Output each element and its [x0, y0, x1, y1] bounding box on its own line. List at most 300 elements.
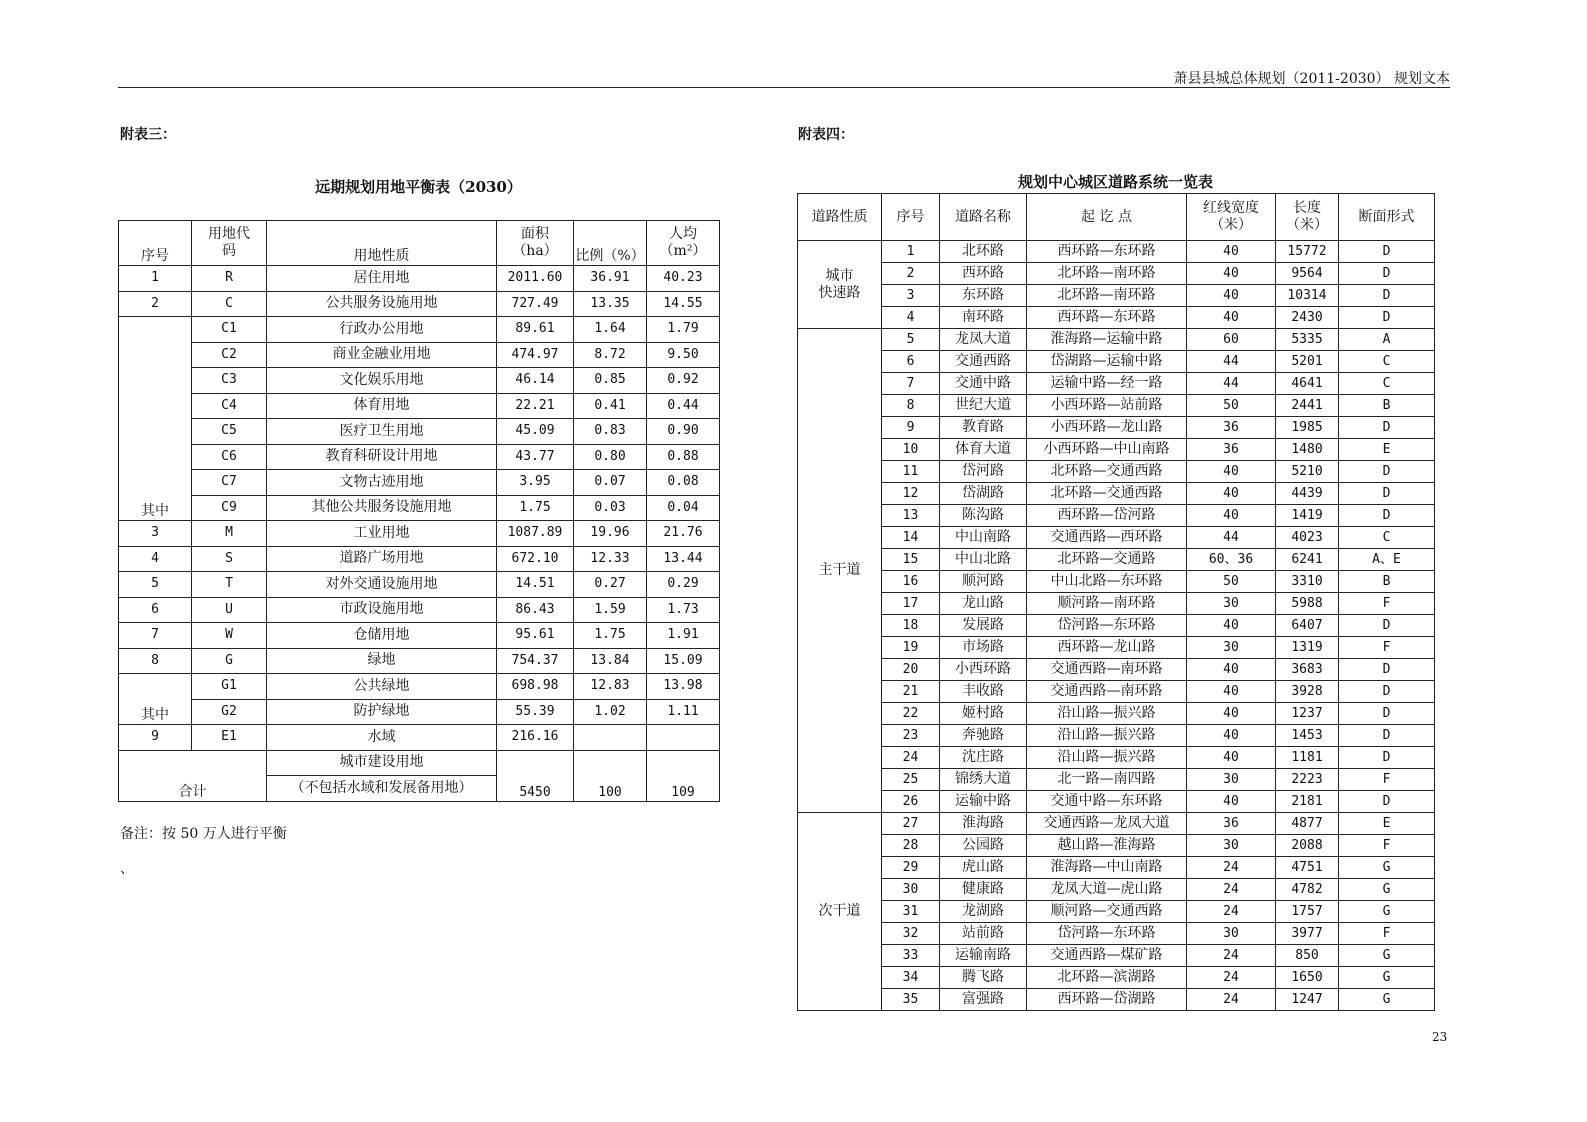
code-cell: C2	[192, 342, 267, 368]
section-cell: D	[1339, 263, 1435, 285]
range-cell: 淮海路—中山南路	[1027, 857, 1187, 879]
area-cell: 43.77	[497, 444, 574, 470]
width-cell: 36	[1187, 439, 1276, 461]
road-type-line1: 城市	[825, 267, 854, 284]
road-name-cell: 顺河路	[940, 571, 1027, 593]
nature-cell: 其他公共服务设施用地	[267, 495, 497, 521]
length-cell: 1757	[1276, 901, 1339, 923]
width-cell: 40	[1187, 483, 1276, 505]
table-row	[798, 351, 1435, 373]
range-cell: 交通西路—煤矿路	[1027, 945, 1187, 967]
length-cell: 2430	[1276, 307, 1339, 329]
width-cell: 50	[1187, 395, 1276, 417]
range-cell: 交通中路—东环路	[1027, 791, 1187, 813]
range-cell: 北环路—交通西路	[1027, 483, 1187, 505]
table-row	[119, 444, 720, 470]
table-row	[798, 285, 1435, 307]
code-cell: R	[192, 266, 267, 292]
width-cell: 40	[1187, 703, 1276, 725]
no-cell: 9	[119, 725, 192, 751]
table-row	[119, 674, 720, 700]
ratio-cell: 36.91	[574, 266, 647, 292]
width-cell: 40	[1187, 285, 1276, 307]
no-cell: 2	[119, 291, 192, 317]
percap-cell: 0.88	[647, 444, 720, 470]
road-name-cell: 姬村路	[940, 703, 1027, 725]
col-header-type: 道路性质	[798, 194, 882, 241]
section-cell: C	[1339, 373, 1435, 395]
range-cell: 岱河路—东环路	[1027, 615, 1187, 637]
no-cell: 26	[882, 791, 940, 813]
nature-cell: 对外交通设施用地	[267, 572, 497, 598]
table-row	[798, 813, 1435, 835]
road-name-cell: 中山北路	[940, 549, 1027, 571]
width-cell: 40	[1187, 307, 1276, 329]
code-cell: M	[192, 521, 267, 547]
width-cell: 60、36	[1187, 549, 1276, 571]
width-cell: 24	[1187, 901, 1276, 923]
area-cell: 216.16	[497, 725, 574, 751]
length-cell: 6407	[1276, 615, 1339, 637]
area-cell: 3.95	[497, 470, 574, 496]
area-cell: 727.49	[497, 291, 574, 317]
no-cell: 33	[882, 945, 940, 967]
road-name-cell: 发展路	[940, 615, 1027, 637]
nature-cell: 工业用地	[267, 521, 497, 547]
ratio-cell: 0.41	[574, 393, 647, 419]
length-cell: 2441	[1276, 395, 1339, 417]
section-cell: G	[1339, 879, 1435, 901]
length-cell: 1419	[1276, 505, 1339, 527]
table-row	[798, 263, 1435, 285]
section-cell: F	[1339, 769, 1435, 791]
no-cell: 7	[882, 373, 940, 395]
range-cell: 沿山路—振兴路	[1027, 725, 1187, 747]
table-row	[798, 329, 1435, 351]
stray-mark: 、	[120, 861, 134, 877]
range-cell: 中山北路—东环路	[1027, 571, 1187, 593]
col-header-length-line2: （米）	[1286, 217, 1328, 233]
no-cell: 28	[882, 835, 940, 857]
length-cell: 3928	[1276, 681, 1339, 703]
percap-cell: 0.29	[647, 572, 720, 598]
ratio-cell: 13.35	[574, 291, 647, 317]
area-cell: 2011.60	[497, 266, 574, 292]
area-cell: 22.21	[497, 393, 574, 419]
width-cell: 24	[1187, 879, 1276, 901]
no-cell: 23	[882, 725, 940, 747]
road-name-cell: 丰收路	[940, 681, 1027, 703]
width-cell: 36	[1187, 813, 1276, 835]
section-cell: D	[1339, 483, 1435, 505]
section-cell: G	[1339, 901, 1435, 923]
range-cell: 小西环路—中山南路	[1027, 439, 1187, 461]
total-nature-line2: （不包括水域和发展备用地）	[267, 776, 497, 802]
area-cell: 89.61	[497, 317, 574, 343]
table-row	[119, 342, 720, 368]
no-cell: 5	[882, 329, 940, 351]
range-cell: 淮海路—运输中路	[1027, 329, 1187, 351]
road-name-cell: 交通西路	[940, 351, 1027, 373]
road-type-trunk: 主干道	[798, 329, 882, 813]
table-row	[798, 747, 1435, 769]
table-row	[798, 307, 1435, 329]
percap-cell: 0.04	[647, 495, 720, 521]
width-cell: 24	[1187, 967, 1276, 989]
road-name-cell: 虎山路	[940, 857, 1027, 879]
length-cell: 6241	[1276, 549, 1339, 571]
header-row	[798, 194, 1435, 241]
length-cell: 4023	[1276, 527, 1339, 549]
section-cell: F	[1339, 637, 1435, 659]
section-cell: G	[1339, 945, 1435, 967]
road-name-cell: 北环路	[940, 241, 1027, 263]
col-header-nature: 用地性质	[267, 221, 497, 266]
table-row	[119, 725, 720, 751]
ratio-cell: 1.75	[574, 623, 647, 649]
table-row	[798, 967, 1435, 989]
area-cell: 754.37	[497, 648, 574, 674]
table-row	[798, 417, 1435, 439]
col-header-no: 序号	[882, 194, 940, 241]
table-row	[798, 615, 1435, 637]
code-cell: E1	[192, 725, 267, 751]
col-header-width-line2: （米）	[1210, 217, 1252, 233]
width-cell: 36	[1187, 417, 1276, 439]
length-cell: 2181	[1276, 791, 1339, 813]
code-cell: G	[192, 648, 267, 674]
col-header-width-line1: 红线宽度	[1203, 200, 1259, 217]
length-cell: 2223	[1276, 769, 1339, 791]
length-cell: 1181	[1276, 747, 1339, 769]
road-name-cell: 锦绣大道	[940, 769, 1027, 791]
range-cell: 顺河路—交通西路	[1027, 901, 1187, 923]
no-cell: 3	[119, 521, 192, 547]
table-row	[119, 572, 720, 598]
length-cell: 9564	[1276, 263, 1339, 285]
left-table-title: 远期规划用地平衡表（2030）	[315, 178, 522, 196]
col-header-area	[497, 221, 574, 266]
percap-cell: 1.73	[647, 597, 720, 623]
area-cell: 46.14	[497, 368, 574, 394]
col-header-length-line1: 长度	[1293, 200, 1321, 217]
header-row	[119, 221, 720, 266]
no-cell: 11	[882, 461, 940, 483]
range-cell: 西环路—岱湖路	[1027, 989, 1187, 1011]
no-cell: 10	[882, 439, 940, 461]
road-name-cell: 西环路	[940, 263, 1027, 285]
road-name-cell: 运输南路	[940, 945, 1027, 967]
percap-cell: 1.79	[647, 317, 720, 343]
ratio-cell: 1.59	[574, 597, 647, 623]
range-cell: 北一路—南四路	[1027, 769, 1187, 791]
width-cell: 40	[1187, 747, 1276, 769]
width-cell: 40	[1187, 791, 1276, 813]
nature-cell: 行政办公用地	[267, 317, 497, 343]
section-cell: B	[1339, 395, 1435, 417]
ratio-cell: 12.83	[574, 674, 647, 700]
total-percap-cell: 109	[647, 750, 720, 801]
road-name-cell: 公园路	[940, 835, 1027, 857]
section-cell: A、E	[1339, 549, 1435, 571]
length-cell: 1319	[1276, 637, 1339, 659]
road-name-cell: 体育大道	[940, 439, 1027, 461]
road-name-cell: 南环路	[940, 307, 1027, 329]
road-name-cell: 淮海路	[940, 813, 1027, 835]
section-cell: D	[1339, 241, 1435, 263]
road-name-cell: 岱河路	[940, 461, 1027, 483]
road-name-cell: 中山南路	[940, 527, 1027, 549]
road-type-expressway	[798, 241, 882, 329]
col-header-percap-line2: （m²）	[659, 243, 707, 259]
section-cell: G	[1339, 967, 1435, 989]
road-name-cell: 交通中路	[940, 373, 1027, 395]
width-cell: 24	[1187, 857, 1276, 879]
range-cell: 北环路—南环路	[1027, 285, 1187, 307]
no-cell: 5	[119, 572, 192, 598]
table-row	[798, 395, 1435, 417]
range-cell: 西环路—东环路	[1027, 307, 1187, 329]
range-cell: 北环路—交通路	[1027, 549, 1187, 571]
length-cell: 4877	[1276, 813, 1339, 835]
road-name-cell: 教育路	[940, 417, 1027, 439]
length-cell: 1650	[1276, 967, 1339, 989]
length-cell: 4782	[1276, 879, 1339, 901]
ratio-cell: 0.27	[574, 572, 647, 598]
area-cell: 95.61	[497, 623, 574, 649]
area-cell: 698.98	[497, 674, 574, 700]
length-cell: 4641	[1276, 373, 1339, 395]
percap-cell: 0.08	[647, 470, 720, 496]
col-header-section: 断面形式	[1339, 194, 1435, 241]
percap-cell: 0.44	[647, 393, 720, 419]
width-cell: 40	[1187, 725, 1276, 747]
left-table-label: 附表三：	[120, 127, 176, 143]
width-cell: 40	[1187, 505, 1276, 527]
table-row	[798, 945, 1435, 967]
col-header-ratio: 比例（%）	[574, 221, 647, 266]
ratio-cell: 0.07	[574, 470, 647, 496]
percap-cell: 13.98	[647, 674, 720, 700]
table-row	[119, 495, 720, 521]
page-number: 23	[1432, 1030, 1448, 1044]
length-cell: 15772	[1276, 241, 1339, 263]
table-row	[798, 549, 1435, 571]
area-cell: 45.09	[497, 419, 574, 445]
code-cell: C9	[192, 495, 267, 521]
range-cell: 岱湖路—运输中路	[1027, 351, 1187, 373]
length-cell: 5210	[1276, 461, 1339, 483]
table-row	[798, 703, 1435, 725]
table-row	[798, 373, 1435, 395]
length-cell: 1480	[1276, 439, 1339, 461]
nature-cell: 水域	[267, 725, 497, 751]
no-cell: 16	[882, 571, 940, 593]
table-row	[798, 769, 1435, 791]
col-header-code-line1: 用地代	[208, 226, 250, 243]
nature-cell: 市政设施用地	[267, 597, 497, 623]
road-name-cell: 市场路	[940, 637, 1027, 659]
width-cell: 40	[1187, 659, 1276, 681]
section-cell: D	[1339, 681, 1435, 703]
percap-cell: 0.90	[647, 419, 720, 445]
area-cell: 55.39	[497, 699, 574, 725]
percap-cell: 21.76	[647, 521, 720, 547]
no-cell: 18	[882, 615, 940, 637]
length-cell: 3683	[1276, 659, 1339, 681]
length-cell: 4439	[1276, 483, 1339, 505]
range-cell: 北环路—南环路	[1027, 263, 1187, 285]
col-header-percap	[647, 221, 720, 266]
section-cell: D	[1339, 703, 1435, 725]
range-cell: 小西环路—龙山路	[1027, 417, 1187, 439]
ratio-cell: 12.33	[574, 546, 647, 572]
col-header-no: 序号	[119, 221, 192, 266]
code-cell: C3	[192, 368, 267, 394]
no-cell: 24	[882, 747, 940, 769]
table-row	[119, 266, 720, 292]
section-cell: A	[1339, 329, 1435, 351]
no-cell: 1	[119, 266, 192, 292]
ratio-cell: 0.83	[574, 419, 647, 445]
table-row	[119, 470, 720, 496]
road-name-cell: 陈沟路	[940, 505, 1027, 527]
header-rule	[118, 87, 1450, 88]
width-cell: 40	[1187, 681, 1276, 703]
area-cell: 14.51	[497, 572, 574, 598]
no-cell: 35	[882, 989, 940, 1011]
nature-cell: 公共绿地	[267, 674, 497, 700]
table-row	[798, 439, 1435, 461]
table-row	[798, 505, 1435, 527]
section-cell: F	[1339, 923, 1435, 945]
range-cell: 沿山路—振兴路	[1027, 747, 1187, 769]
running-header: 萧县县城总体规划（2011-2030） 规划文本	[1173, 71, 1450, 87]
range-cell: 交通西路—西环路	[1027, 527, 1187, 549]
no-cell: 8	[882, 395, 940, 417]
section-cell: F	[1339, 835, 1435, 857]
col-header-code-line2: 码	[222, 243, 236, 259]
width-cell: 50	[1187, 571, 1276, 593]
width-cell: 40	[1187, 461, 1276, 483]
area-cell: 672.10	[497, 546, 574, 572]
nature-cell: 教育科研设计用地	[267, 444, 497, 470]
nature-cell: 商业金融业用地	[267, 342, 497, 368]
table-row	[119, 597, 720, 623]
percap-cell: 14.55	[647, 291, 720, 317]
no-cell: 8	[119, 648, 192, 674]
road-name-cell: 东环路	[940, 285, 1027, 307]
range-cell: 西环路—东环路	[1027, 241, 1187, 263]
range-cell: 小西环路—站前路	[1027, 395, 1187, 417]
percap-cell: 40.23	[647, 266, 720, 292]
left-table-note: 备注：按 50 万人进行平衡	[120, 826, 287, 842]
no-cell: 4	[119, 546, 192, 572]
table-row	[798, 571, 1435, 593]
range-cell: 西环路—龙山路	[1027, 637, 1187, 659]
table-row	[798, 681, 1435, 703]
table-row	[798, 923, 1435, 945]
nature-cell: 道路广场用地	[267, 546, 497, 572]
width-cell: 24	[1187, 945, 1276, 967]
road-name-cell: 健康路	[940, 879, 1027, 901]
section-cell: B	[1339, 571, 1435, 593]
no-cell: 17	[882, 593, 940, 615]
length-cell: 1985	[1276, 417, 1339, 439]
section-cell: D	[1339, 505, 1435, 527]
table-row	[798, 593, 1435, 615]
code-cell: C7	[192, 470, 267, 496]
road-system-table	[797, 193, 1435, 1011]
width-cell: 44	[1187, 351, 1276, 373]
percap-cell: 9.50	[647, 342, 720, 368]
section-cell: G	[1339, 989, 1435, 1011]
length-cell: 850	[1276, 945, 1339, 967]
percap-cell: 1.11	[647, 699, 720, 725]
percap-cell	[647, 725, 720, 751]
section-cell: E	[1339, 439, 1435, 461]
nature-cell: 绿地	[267, 648, 497, 674]
ratio-cell: 19.96	[574, 521, 647, 547]
col-header-range: 起 讫 点	[1027, 194, 1187, 241]
no-cell: 1	[882, 241, 940, 263]
road-name-cell: 站前路	[940, 923, 1027, 945]
width-cell: 60	[1187, 329, 1276, 351]
nature-cell: 防护绿地	[267, 699, 497, 725]
table-row	[119, 368, 720, 394]
road-type-line2: 快速路	[818, 284, 861, 301]
no-cell: 14	[882, 527, 940, 549]
total-label-cell: 合计	[119, 750, 267, 801]
col-header-code	[192, 221, 267, 266]
road-name-cell: 奔驰路	[940, 725, 1027, 747]
code-cell: C1	[192, 317, 267, 343]
nature-cell: 居住用地	[267, 266, 497, 292]
length-cell: 3310	[1276, 571, 1339, 593]
road-name-cell: 龙山路	[940, 593, 1027, 615]
table-row	[119, 393, 720, 419]
width-cell: 24	[1187, 989, 1276, 1011]
no-cell: 29	[882, 857, 940, 879]
section-cell: D	[1339, 659, 1435, 681]
range-cell: 北环路—滨湖路	[1027, 967, 1187, 989]
code-cell: U	[192, 597, 267, 623]
range-cell: 越山路—淮海路	[1027, 835, 1187, 857]
width-cell: 30	[1187, 637, 1276, 659]
no-cell: 34	[882, 967, 940, 989]
ratio-cell: 13.84	[574, 648, 647, 674]
nature-cell: 文化娱乐用地	[267, 368, 497, 394]
col-header-area-line2: （ha）	[512, 243, 558, 259]
length-cell: 1237	[1276, 703, 1339, 725]
no-cell: 13	[882, 505, 940, 527]
nature-cell: 医疗卫生用地	[267, 419, 497, 445]
no-cell: 12	[882, 483, 940, 505]
table-row	[119, 699, 720, 725]
table-row	[119, 521, 720, 547]
code-cell: C6	[192, 444, 267, 470]
width-cell: 30	[1187, 835, 1276, 857]
no-cell: 25	[882, 769, 940, 791]
no-cell: 27	[882, 813, 940, 835]
section-cell: E	[1339, 813, 1435, 835]
length-cell: 5335	[1276, 329, 1339, 351]
table-row	[798, 901, 1435, 923]
range-cell: 运输中路—经一路	[1027, 373, 1187, 395]
nature-cell: 体育用地	[267, 393, 497, 419]
nature-cell: 仓储用地	[267, 623, 497, 649]
section-cell: C	[1339, 527, 1435, 549]
